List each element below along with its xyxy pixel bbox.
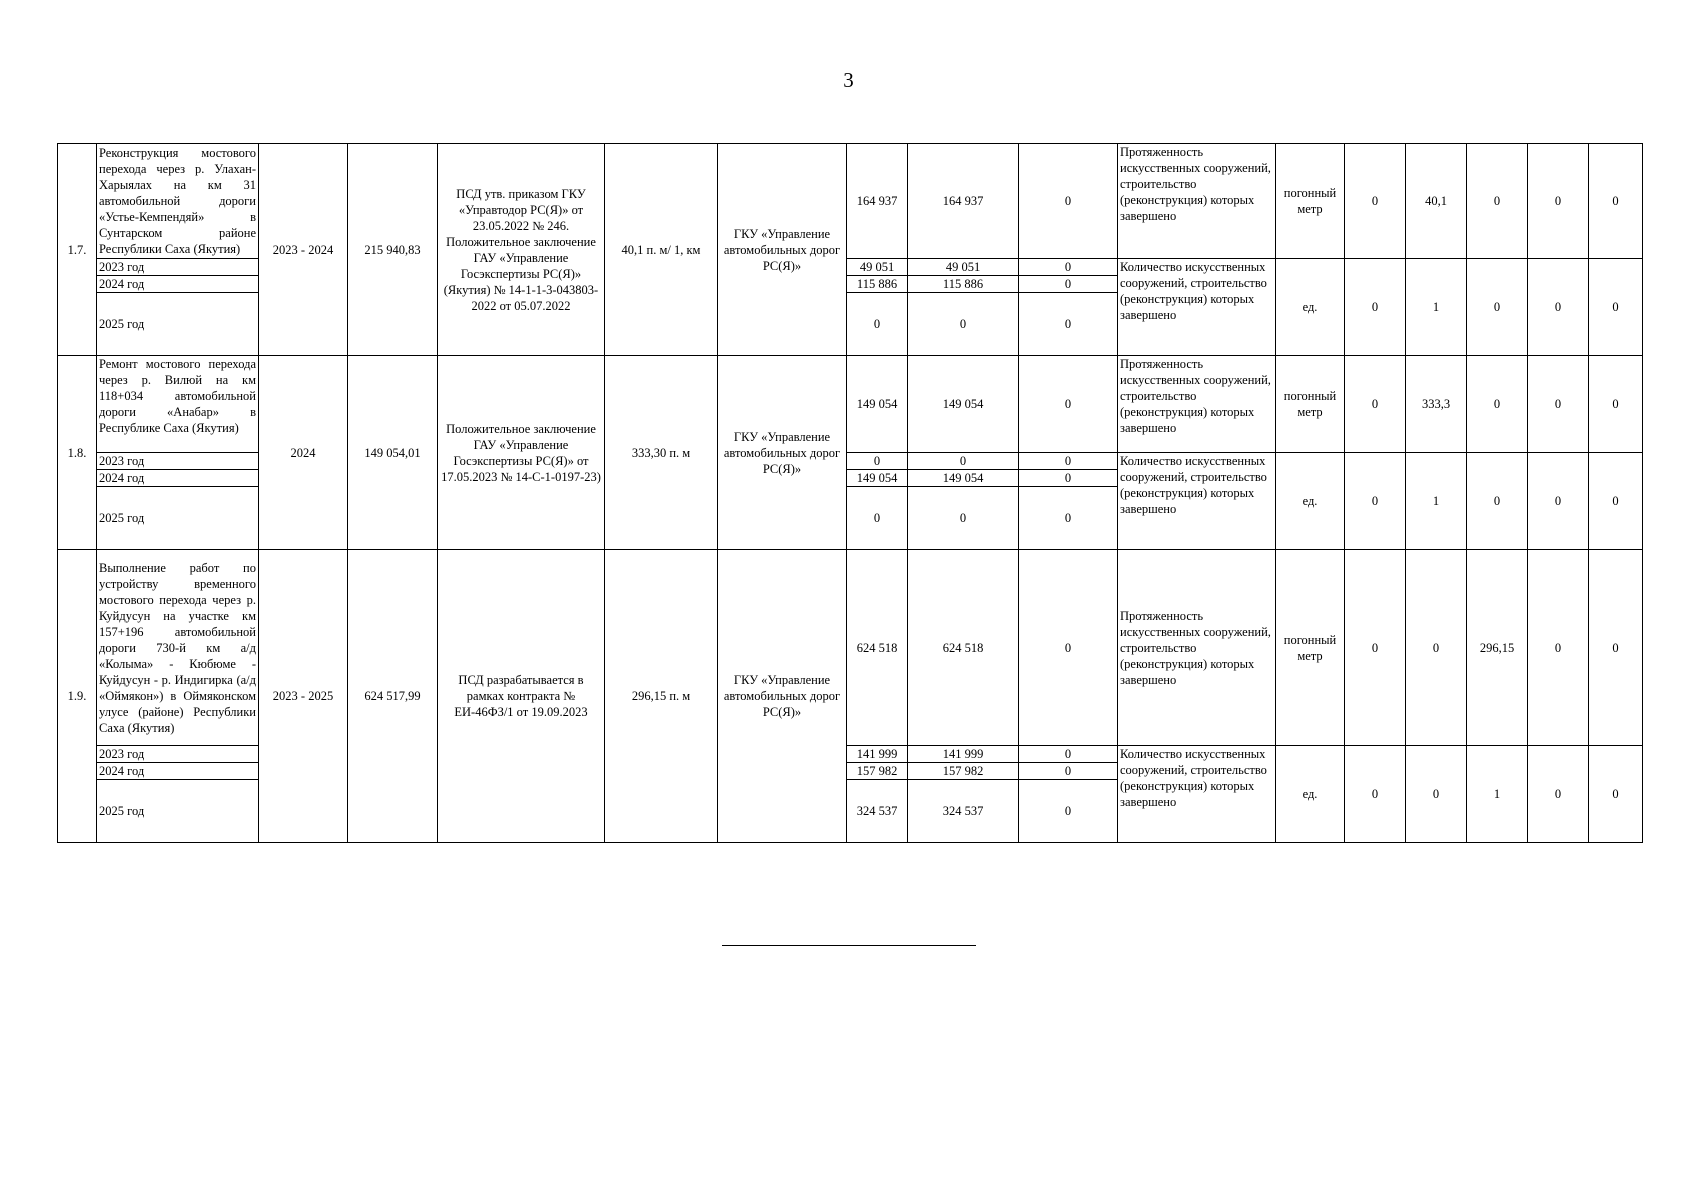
indicator-unit: погонный метр [1276, 356, 1345, 453]
project-document: Положительное заключение ГАУ «Управление Госэкспертизы РС(Я)» от 17.05.2023 № 14-С-1-0197-23) [438, 356, 605, 550]
indicator-unit: ед. [1276, 746, 1345, 843]
year-value: 0 [908, 487, 1019, 550]
year-value: 0 [1019, 470, 1118, 487]
indicator-value: 1 [1467, 746, 1528, 843]
project-customer: ГКУ «Управление автомобильных дорог РС(Я)» [718, 550, 847, 843]
indicator-unit: ед. [1276, 259, 1345, 356]
total-value: 0 [1019, 550, 1118, 746]
year-value: 49 051 [847, 259, 908, 276]
indicator-name: Протяженность искусственных сооружений, строительство (реконструкция) которых завершено [1118, 550, 1276, 746]
indicator-value: 0 [1589, 746, 1643, 843]
year-value: 141 999 [908, 746, 1019, 763]
project-capacity: 40,1 п. м/ 1, км [605, 144, 718, 356]
year-label: 2025 год [97, 780, 259, 843]
indicator-value: 0 [1528, 259, 1589, 356]
year-value: 0 [1019, 763, 1118, 780]
indicator-value: 0 [1528, 550, 1589, 746]
total-value: 0 [1019, 356, 1118, 453]
total-value: 149 054 [847, 356, 908, 453]
year-value: 0 [908, 453, 1019, 470]
project-cost: 149 054,01 [348, 356, 438, 550]
indicator-value: 0 [1528, 356, 1589, 453]
indicator-value: 0 [1589, 259, 1643, 356]
indicator-value: 0 [1406, 746, 1467, 843]
project-period: 2024 [259, 356, 348, 550]
project-title: Ремонт мостового перехода через р. Вилюй на км 118+034 автомобильной дороги «Анабар» в Республике Саха (Якутия) [97, 356, 259, 453]
indicator-value: 0 [1528, 453, 1589, 550]
project-cost: 624 517,99 [348, 550, 438, 843]
indicator-value: 296,15 [1467, 550, 1528, 746]
indicator-value: 0 [1589, 144, 1643, 259]
table-row [58, 356, 1643, 453]
year-value: 324 537 [908, 780, 1019, 843]
total-value: 164 937 [847, 144, 908, 259]
project-number: 1.9. [58, 550, 97, 843]
project-period: 2023 - 2025 [259, 550, 348, 843]
year-value: 0 [1019, 487, 1118, 550]
project-cost: 215 940,83 [348, 144, 438, 356]
indicator-unit: погонный метр [1276, 144, 1345, 259]
project-period: 2023 - 2024 [259, 144, 348, 356]
indicator-value: 0 [1345, 550, 1406, 746]
indicator-value: 0 [1345, 259, 1406, 356]
total-value: 624 518 [847, 550, 908, 746]
indicator-name: Количество искусственных сооружений, строительство (реконструкция) которых завершено [1118, 453, 1276, 550]
year-value: 0 [847, 293, 908, 356]
indicator-name: Протяженность искусственных сооружений, строительство (реконструкция) которых завершено [1118, 356, 1276, 453]
project-document: ПСД разрабатывается в рамках контракта № ЕИ-46ФЗ/1 от 19.09.2023 [438, 550, 605, 843]
year-value: 0 [847, 487, 908, 550]
year-label: 2023 год [97, 453, 259, 470]
indicator-unit: ед. [1276, 453, 1345, 550]
indicator-value: 0 [1345, 144, 1406, 259]
indicator-value: 0 [1589, 356, 1643, 453]
year-value: 0 [1019, 293, 1118, 356]
indicator-value: 333,3 [1406, 356, 1467, 453]
indicator-value: 0 [1467, 453, 1528, 550]
indicator-value: 0 [1589, 550, 1643, 746]
project-title: Выполнение работ по устройству временного мостового перехода через р. Куйдусун на участке км 157+196 автомобильной дороги 730-й км а/д «Колыма» - Кюбюме - Куйдусун - р. Индигирка (а/д «Оймякон») в Оймяконском улусе (районе) Республики Саха (Якутия) [97, 550, 259, 746]
indicator-name: Количество искусственных сооружений, строительство (реконструкция) которых завершено [1118, 746, 1276, 843]
year-label: 2024 год [97, 763, 259, 780]
total-value: 624 518 [908, 550, 1019, 746]
indicator-value: 0 [1345, 356, 1406, 453]
indicator-value: 0 [1528, 144, 1589, 259]
project-capacity: 333,30 п. м [605, 356, 718, 550]
year-value: 115 886 [908, 276, 1019, 293]
indicator-unit: погонный метр [1276, 550, 1345, 746]
year-label: 2024 год [97, 470, 259, 487]
table-row [58, 144, 1643, 259]
year-value: 141 999 [847, 746, 908, 763]
indicator-value: 0 [1467, 144, 1528, 259]
project-document: ПСД утв. приказом ГКУ «Управтодор РС(Я)» от 23.05.2022 № 246. Положительное заключение ГАУ «Управление Госэкспертизы РС(Я)» (Якутия) № 14-1-1-3-043803-2022 от 05.07.2022 [438, 144, 605, 356]
table-row [58, 550, 1643, 746]
year-value: 115 886 [847, 276, 908, 293]
year-value: 0 [1019, 453, 1118, 470]
year-value: 0 [1019, 780, 1118, 843]
indicator-value: 0 [1589, 453, 1643, 550]
year-value: 157 982 [847, 763, 908, 780]
year-value: 0 [1019, 276, 1118, 293]
year-value: 157 982 [908, 763, 1019, 780]
investment-table [57, 143, 1643, 843]
indicator-value: 0 [1345, 746, 1406, 843]
indicator-value: 0 [1467, 356, 1528, 453]
indicator-value: 0 [1467, 259, 1528, 356]
indicator-name: Протяженность искусственных сооружений, строительство (реконструкция) которых завершено [1118, 144, 1276, 259]
indicator-value: 0 [1406, 550, 1467, 746]
year-value: 0 [1019, 259, 1118, 276]
total-value: 164 937 [908, 144, 1019, 259]
year-label: 2025 год [97, 487, 259, 550]
year-value: 0 [908, 293, 1019, 356]
indicator-value: 1 [1406, 259, 1467, 356]
indicator-value: 0 [1528, 746, 1589, 843]
year-value: 324 537 [847, 780, 908, 843]
indicator-name: Количество искусственных сооружений, строительство (реконструкция) которых завершено [1118, 259, 1276, 356]
year-value: 0 [847, 453, 908, 470]
indicator-value: 1 [1406, 453, 1467, 550]
year-value: 149 054 [908, 470, 1019, 487]
project-capacity: 296,15 п. м [605, 550, 718, 843]
indicator-value: 40,1 [1406, 144, 1467, 259]
footer-divider [722, 945, 976, 946]
project-customer: ГКУ «Управление автомобильных дорог РС(Я)» [718, 144, 847, 356]
project-customer: ГКУ «Управление автомобильных дорог РС(Я)» [718, 356, 847, 550]
year-value: 149 054 [847, 470, 908, 487]
year-label: 2023 год [97, 746, 259, 763]
total-value: 0 [1019, 144, 1118, 259]
indicator-value: 0 [1345, 453, 1406, 550]
project-number: 1.7. [58, 144, 97, 356]
page-number: 3 [843, 68, 854, 92]
year-value: 0 [1019, 746, 1118, 763]
total-value: 149 054 [908, 356, 1019, 453]
year-label: 2023 год [97, 259, 259, 276]
project-number: 1.8. [58, 356, 97, 550]
project-title: Реконструкция мостового перехода через р. Улахан-Харыялах на км 31 автомобильной дороги «Устье-Кемпендяй» в Сунтарском районе Республики Саха (Якутия) [97, 144, 259, 259]
year-label: 2025 год [97, 293, 259, 356]
year-value: 49 051 [908, 259, 1019, 276]
year-label: 2024 год [97, 276, 259, 293]
